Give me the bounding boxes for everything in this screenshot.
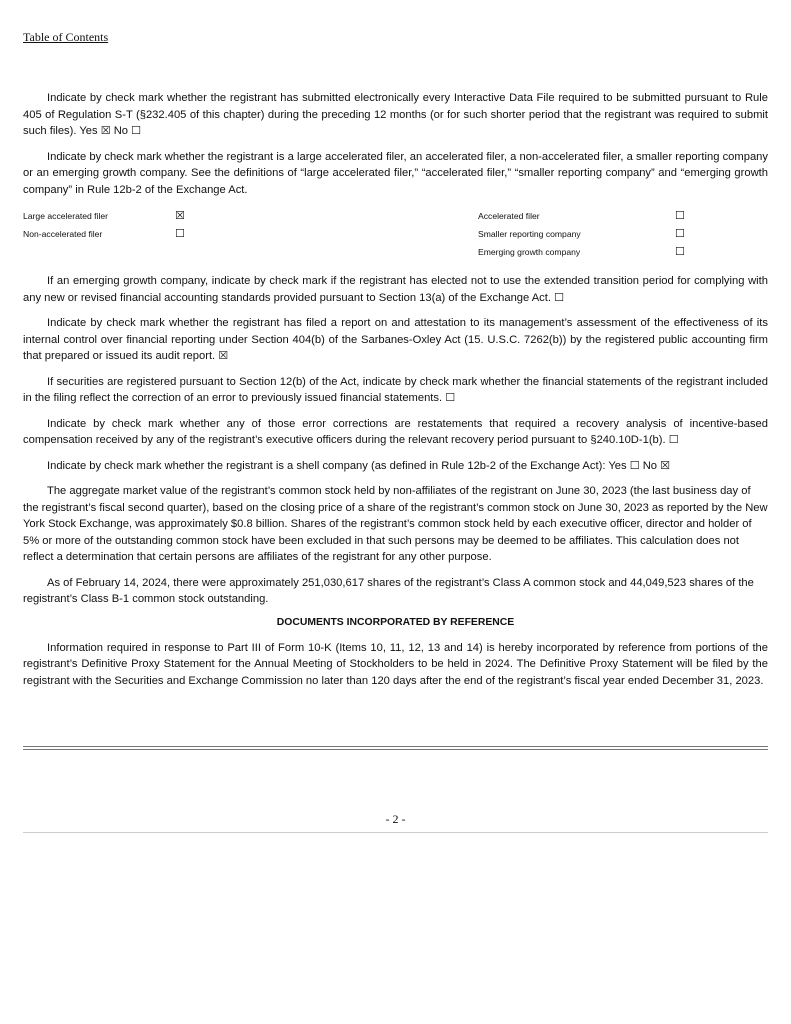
section-divider-top <box>23 746 768 747</box>
filer-row <box>23 225 768 243</box>
page-footer-rule <box>23 832 768 833</box>
transition-period-checkbox: ☐ <box>554 290 564 304</box>
shell-company-yes-label: Yes <box>608 459 627 472</box>
section-divider-bottom <box>23 749 768 750</box>
interactive-data-no-checkbox: ☐ <box>131 124 142 137</box>
interactive-data-paragraph <box>23 90 768 140</box>
filer-status-text: Indicate by check mark whether the registrant is a large accelerated filer, an accelerated filer, a non-accelerated filer, a smaller reporting company or an emerging growth company. See the definitions of “large accelerated filer,” “accelerated filer,” “smaller reporting company” and “emerging growth company” in Rule 12b-2 of the Exchange Act. <box>23 150 768 196</box>
filer-row <box>23 243 768 261</box>
error-correction-checkbox: ☐ <box>445 391 456 404</box>
large-accelerated-filer-checkbox: ☒ <box>175 209 185 222</box>
smaller-reporting-company-checkbox: ☐ <box>675 227 685 240</box>
shell-company-text: Indicate by check mark whether the registrant is a shell company (as defined in Rule 12b-2 of the Exchange Act): <box>47 459 606 472</box>
proxy-statement-text: Information required in response to Part III of Form 10-K (Items 10, 11, 12, 13 and 14) is hereby incorporated by reference from portions of the registrant’s Definitive Proxy Statement for the Annual Meeting of Stockholders to be held in 2024. The Definitive Proxy Statement will be filed by the registrant with the Securities and Exchange Commission no later than 120 days after the end of the registrant’s fiscal year ended December 31, 2023. <box>23 641 768 687</box>
shares-outstanding-text: As of February 14, 2024, there were approximately 251,030,617 shares of the registrant’s Class A common stock and 44,049,523 shares of the registrant’s Class B-1 common stock outstanding. <box>23 576 754 605</box>
recovery-analysis-checkbox: ☐ <box>668 433 679 446</box>
transition-period-text: If an emerging growth company, indicate by check mark if the registrant has elected not to use the extended transition period for complying with any new or revised financial accounting standards provided pursuant to Section 13(a) of the Exchange Act. <box>23 275 768 304</box>
proxy-statement-paragraph <box>23 640 768 690</box>
interactive-data-text: Indicate by check mark whether the registrant has submitted electronically every Interactive Data File required to be submitted pursuant to Rule 405 of Regulation S-T (§232.405 of this chapter) during the preceding 12 months (or for such shorter period that the registrant was required to submit such files). <box>23 92 768 137</box>
shell-company-no-label: No <box>642 459 657 472</box>
filer-status-paragraph <box>23 149 768 199</box>
recovery-analysis-paragraph <box>23 416 768 449</box>
internal-control-paragraph <box>23 315 768 365</box>
shell-company-yes-checkbox: ☐ <box>629 458 640 472</box>
emerging-growth-company-label: Emerging growth company <box>478 246 581 257</box>
error-correction-text: If securities are registered pursuant to Section 12(b) of the Act, indicate by check mark whether the financial statements of the registrant included in the filing reflect the correction of an error to previously issued financial statements. <box>23 375 768 404</box>
emerging-growth-company-checkbox: ☐ <box>675 245 685 258</box>
document-body <box>23 90 768 698</box>
shares-outstanding-paragraph <box>23 575 768 608</box>
transition-period-paragraph <box>23 273 768 306</box>
error-correction-paragraph <box>23 374 768 407</box>
market-value-text: The aggregate market value of the registrant’s common stock held by non-affiliates of the registrant on June 30, 2023 (the last business day of the registrant’s fiscal second quarter), based on the closing price of a share of the registrant’s common stock on June 30, 2023 as reported by the New York Stock Exchange, was approximately $0.8 billion. Shares of the registrant’s common stock held by each executive officer, director and holder of 5% or more of the outstanding common stock have been excluded in that such persons may be deemed to be affiliates. This calculation does not reflect a determination that certain persons are affiliates of the registrant for any other purpose. <box>23 485 768 563</box>
accelerated-filer-checkbox: ☐ <box>675 209 685 222</box>
filer-row <box>23 207 768 225</box>
filer-status-table <box>23 207 768 261</box>
interactive-data-yes-checkbox: ☒ <box>100 124 111 137</box>
table-of-contents-link[interactable]: Table of Contents <box>23 30 109 44</box>
internal-control-checkbox: ☒ <box>218 349 229 362</box>
interactive-data-no-label: No <box>113 125 129 137</box>
recovery-analysis-text: Indicate by check mark whether any of those error corrections are restatements that required a recovery analysis of incentive-based compensation received by any of the registrant’s executive officers during the relevant recovery period pursuant to §240.10D-1(b). <box>23 417 768 446</box>
market-value-paragraph <box>23 483 768 566</box>
shell-company-no-checkbox: ☒ <box>660 458 670 472</box>
page-number: - 2 - <box>385 812 406 826</box>
documents-incorporated-heading: DOCUMENTS INCORPORATED BY REFERENCE <box>276 616 515 628</box>
internal-control-text: Indicate by check mark whether the registrant has filed a report on and attestation to its management’s assessment of the effectiveness of its internal control over financial reporting under Section 404(b) of the Sarbanes-Oxley Act (15. U.S.C. 7262(b)) by the registered public accounting firm that prepared or issued its audit report. <box>23 317 768 362</box>
non-accelerated-filer-checkbox: ☐ <box>175 227 185 240</box>
smaller-reporting-company-label: Smaller reporting company <box>478 228 581 239</box>
large-accelerated-filer-label: Large accelerated filer <box>23 210 109 221</box>
accelerated-filer-label: Accelerated filer <box>478 210 540 221</box>
shell-company-paragraph <box>23 458 768 475</box>
non-accelerated-filer-label: Non-accelerated filer <box>23 228 103 239</box>
interactive-data-yes-label: Yes <box>79 125 98 137</box>
